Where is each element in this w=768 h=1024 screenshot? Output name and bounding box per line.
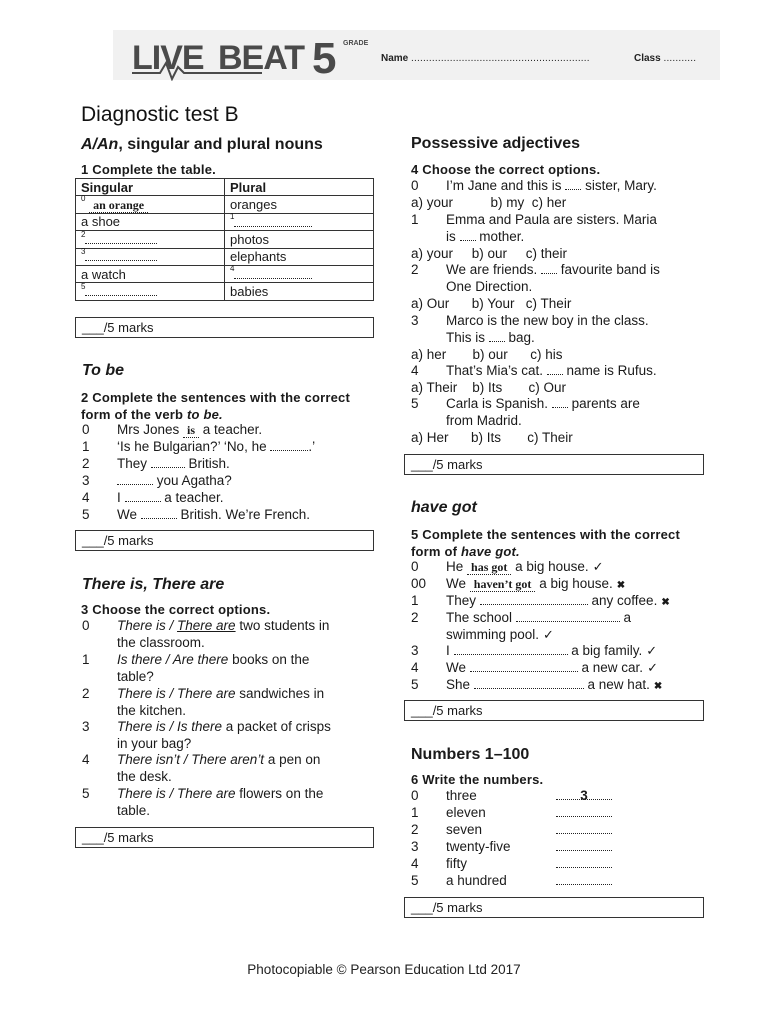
logo-text-grade: GRADE [343,40,369,47]
q2-item-4: 4 I a teacher. [82,490,224,505]
answer-blank[interactable] [454,643,568,655]
q5-item-4: 4 We a new car. ✓ [411,660,658,675]
q4-item-5: 5 Carla is Spanish. parents are from Madrid. a) Her b) Its c) Their [411,396,640,445]
marks-box-2[interactable]: ___/5 marks [75,530,374,551]
answer-blank[interactable] [541,262,557,274]
table-row: $^0$ an orange oranges [76,196,374,213]
section-3-instruction: 3 Choose the correct options. [81,602,271,617]
logo-text-5: 5 [312,34,337,81]
q3-item-2: 2 There is / There are sandwiches in the kitchen. [82,686,325,718]
q3-item-4: 4 There isn’t / There aren’t a pen on the desk. [82,752,321,784]
answer-blank[interactable] [141,507,177,519]
circled-answer: There are [177,618,236,633]
answer-blank[interactable] [547,363,563,375]
cross-icon: ✖ [661,597,670,608]
table-row: $^5$ babies [76,283,374,300]
table-row: $^3$ elephants [76,248,374,265]
section-3-heading: There is, There are [82,576,225,593]
marks-box-3[interactable]: ___/5 marks [75,827,374,848]
section-5-heading: have got [411,499,477,516]
marks-box-1[interactable]: ___/5 marks [75,317,374,338]
marks-box-5[interactable]: ___/5 marks [404,700,704,721]
options-row[interactable]: a) Their b) Its c) Our [411,379,567,395]
answer-blank[interactable] [85,232,157,244]
q5-item-5: 5 She a new hat. ✖ [411,677,663,692]
options-row[interactable]: a) Our b) Your c) Their [411,295,572,311]
table-row: $^2$ photos [76,231,374,248]
col-singular: Singular [76,179,225,196]
answer-blank[interactable] [470,660,578,672]
tick-icon: ✓ [543,626,554,642]
q4-item-0: 0 I’m Jane and this is sister, Mary. a) your b) my c) her [411,178,657,210]
answer-blank[interactable] [516,610,620,622]
live-beat-logo [132,33,382,81]
answer-blank[interactable] [556,839,612,851]
answer-blank[interactable] [125,490,161,502]
section-6-instruction: 6 Write the numbers. [411,772,544,787]
marks-box-6[interactable]: ___/5 marks [404,897,704,918]
q4-item-4: 4 That’s Mia’s cat. name is Rufus. a) Their b) Its c) Our [411,363,657,395]
marks-box-4[interactable]: ___/5 marks [404,454,704,475]
cross-icon: ✖ [616,580,626,591]
section-2-heading: To be [82,362,125,379]
section-4-instruction: 4 Choose the correct options. [411,162,601,177]
cross-icon: ✖ [653,681,663,692]
options-row[interactable]: a) Her b) Its c) Their [411,429,573,445]
answer-blank[interactable] [556,856,612,868]
q2-item-2: 2 They British. [82,456,230,471]
q2-item-5: 5 We British. We’re French. [82,507,311,522]
page-title: Diagnostic test B [81,103,239,126]
answer-blank[interactable] [556,822,612,834]
tick-icon: ✓ [592,559,604,574]
logo-text-live: LIVE [132,39,204,77]
q2-item-3: 3 you Agatha? [82,473,232,488]
tick-icon: ✓ [646,643,658,658]
q4-item-3: 3 Marco is the new boy in the class. This is bag. a) her b) our c) his [411,313,649,362]
options-row[interactable]: a) your b) our c) their [411,245,568,261]
table-header-row [76,179,374,196]
q3-item-1: 1 Is there / Are there books on the table? [82,652,310,684]
table-row: a shoe $^1$ [76,213,374,230]
q5-item-1: 1 They any coffee. ✖ [411,593,670,608]
answer-blank[interactable] [151,456,185,468]
options-row[interactable]: a) her b) our c) his [411,346,563,362]
q4-item-2: 2 We are friends. favourite band is One Direction. a) Our b) Your c) Their [411,262,660,311]
section-5-instruction: 5 Complete the sentences with the correct form of have got. [411,527,680,559]
answer-blank[interactable] [565,178,581,190]
q5-item-00: 00 We haven’t got a big house. ✖ [411,576,626,591]
q5-item-0: 0 He has got a big house. ✓ [411,559,604,574]
section-6-heading: Numbers 1–100 [411,746,530,763]
answer-blank[interactable] [117,473,153,485]
q6-item-2: 2 seven [411,822,612,839]
tick-icon: ✓ [647,660,658,675]
answer-blank[interactable] [556,805,612,817]
q6-item-0: 0 three 3 [411,788,612,805]
answer-blank[interactable] [552,396,568,408]
answer-blank[interactable] [234,215,312,227]
footer-copyright: Photocopiable © Pearson Education Ltd 2017 [247,962,521,977]
q2-item-1: 1 ‘Is he Bulgarian?’ ‘No, he .’ [82,439,316,454]
q6-item-3: 3 twenty-five [411,839,612,856]
section-1-instruction: 1 Complete the table. [81,162,216,177]
q5-item-3: 3 I a big family. ✓ [411,643,658,658]
q6-item-1: 1 eleven [411,805,612,822]
answer-blank[interactable] [85,249,157,261]
logo-text-beat: BEAT [218,39,305,77]
q3-item-5: 5 There is / There are flowers on the table. [82,786,324,818]
answer-blank[interactable] [234,267,312,279]
q6-item-5: 5 a hundred [411,873,612,890]
section-1-heading: A/An, singular and plural nouns [81,136,323,153]
answer-blank[interactable] [556,873,612,885]
q2-item-0: 0 Mrs Jones is a teacher. [82,422,263,437]
q4-item-1: 1 Emma and Paula are sisters. Maria is mother. a) your b) our c) their [411,212,657,261]
answer-blank[interactable] [270,439,308,451]
answer-blank[interactable] [460,229,476,241]
section-2-instruction: 2 Complete the sentences with the correct form of the verb to be. [81,390,350,422]
section-4-heading: Possessive adjectives [411,135,581,152]
options-row[interactable]: a) your b) my c) her [411,194,567,210]
example-answer: an orange [89,199,148,213]
class-field[interactable]: Class ........... [634,53,697,64]
answer-blank[interactable] [489,330,505,342]
name-field[interactable]: Name ............................................................ [381,53,590,64]
answer-blank[interactable] [480,593,588,605]
q5-item-2: 2 The school a swimming pool. ✓ [411,610,632,642]
answer-blank[interactable] [474,677,584,689]
q3-item-3: 3 There is / Is there a packet of crisps in your bag? [82,719,331,751]
answer-blank[interactable] [85,284,157,296]
q6-item-4: 4 fifty [411,856,612,873]
col-plural: Plural [225,179,374,196]
q3-item-0: 0 There is / There are two students in the classroom. [82,618,330,650]
table-row: a watch $^4$ [76,265,374,282]
nouns-table [75,178,374,301]
